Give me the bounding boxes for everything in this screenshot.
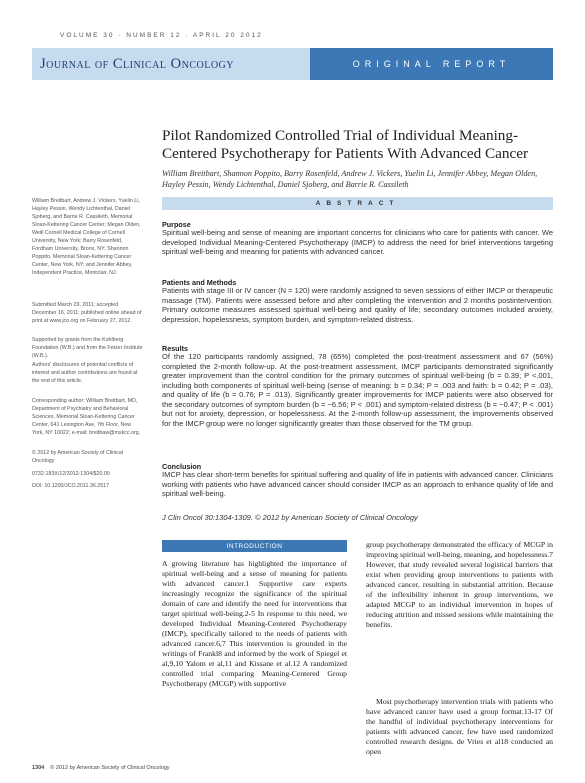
doi-link[interactable]: DOI: 10.1200/JCO.2011.36.2517 [32,483,110,489]
page-footer [32,765,170,771]
purpose-heading: Purpose [162,220,191,229]
section-label: ORIGINAL REPORT [310,48,553,80]
purpose-text: Spiritual well-being and sense of meaning are important concerns for clinicians who care for patients with cancer. We developed Individual Meaning-Centered Psychotherapy (IMCP) to address the need for brief interventions targeting spiritual well-being and meaning for patients with advanced cancer. [162,228,553,256]
article-title: Pilot Randomized Controlled Trial of Individual Meaning-Centered Psychotherapy for Patients With Advanced Cancer [162,127,529,162]
submission-dates: Submitted March 29, 2011; accepted December 16, 2011; published online ahead of print at www.jco.org on February 27, 2012. [32,302,142,324]
corresponding-author: Corresponding author: William Breitbart, MD, Department of Psychiatry and Behavioral Sciences, Memorial Sloan-Kettering Cancer Center, 641 Lexington Ave, 7th Floor, New York, NY 10022; e-mail: breitbaw@mskcc.org. [32,398,141,436]
affiliations: William Breitbart, Andrew J. Vickers, Yuelin Li, Hayley Pessin, Wendy Lichtenthal, Daniel Sjoberg, and Barrie R. Cassileth, Memorial Sloan-Kettering Cancer Center; Megan Olden, Weill Cornell Medical College of Cornell University, New York; Barry Rosenfeld, Fordham University, Bronx, NY; Shannon Poppito, Memorial Sloan-Kettering Cancer Center, New York, NY; and Jennifer Abbey, Independent Practice, Montclair, NJ. [32,198,141,276]
methods-text: Patients with stage III or IV cancer (N = 120) were randomly assigned to seven sessions of either IMCP or therapeutic massage (TM). Patients were assessed before and after completing the intervention and 2 months postintervention. Primary outcome measures assessed spiritual well-being and quality of life; secondary outcomes included anxiety, depression, hopelessness, symptom burden, and symptom-related distress. [162,286,553,324]
introduction-label: INTRODUCTION [162,540,347,552]
intro-column-2: group psychotherapy demonstrated the efficacy of MCGP in improving spiritual well-being, meaning, and hopelessness.7 However, that study revealed several logistical barriers that exist when providing group interventions to patients with advanced cancer, resulting in substantial attrition. Because of the inflexibility inherent in group interventions, we adapted MCGP to an individual intervention in hopes of reducing attrition and missed sessions while maintaining the benefits. [366,540,553,629]
issn: 0732-183X/12/3012-1304/$20.00 [32,471,110,477]
conclusion-heading: Conclusion [162,462,202,471]
sidebar-copyright: © 2012 by American Society of Clinical Oncology [32,450,124,464]
support-note: Supported by grants from the Kohlberg Foundation (W.B.) and from the Fetzer Institute (W.B.). [32,337,143,359]
results-heading: Results [162,344,188,353]
page-number: 1304 [32,765,45,771]
footer-copyright: © 2012 by American Society of Clinical Oncology [50,765,170,771]
abstract-label: ABSTRACT [162,197,553,210]
author-list: William Breitbart, Shannon Poppito, Barry Rosenfeld, Andrew J. Vickers, Yuelin Li, Jennifer Abbey, Megan Olden, Hayley Pessin, Wendy Lichtenthal, Daniel Sjoberg, and Barrie R. Cassileth [162,169,538,189]
disclosures-note: Authors' disclosures of potential conflicts of interest and author contributions are found at the end of this article. [32,362,138,384]
journal-name: Journal of Clinical Oncology [32,48,310,80]
intro-column-2-paragraph: Most psychotherapy intervention trials with patients who have advanced cancer have used a group format.13-17 Of the handful of individual psychotherapy interventions for patients with advanced cancer, few have used randomized controlled research designs. de Vries et al18 conducted an open [366,697,553,756]
issue-info: VOLUME 30 · NUMBER 12 · APRIL 20 2012 [60,32,263,39]
journal-banner [32,48,553,80]
results-text: Of the 120 participants randomly assigned, 78 (65%) completed the post-treatment assessment and 67 (56%) completed the 2-month follow-up. At the post-treatment assessment, IMCP participants demonstrated significantly greater improvement than the control condition for the primary outcomes of spiritual well-being (b = 0.39; P <.001, including both components of spiritual well-being (sense of meaning: b = 0.34; P = .003 and faith: b = 0.42; P = .03), and quality of life (b = 0.76; P = .013). Significantly greater improvements for IMCP patients were also observed for the secondary outcomes of symptom burden (b = −6.56; P < .001) and symptom-related distress (b = −0.47; P < .001) but not for anxiety, depression, or hopelessness. At the 2-month follow-up assessment, the improvements observed for the IMCP group were no longer significantly greater than those observed for the TM group. [162,352,553,428]
methods-heading: Patients and Methods [162,278,237,287]
intro-column-1: A growing literature has highlighted the importance of spiritual well-being and a sense of meaning for patients with advanced cancer.1 Supportive care experts increasingly recognize the significance of the spiritual domain of care and identify the need for interventions that target spiritual well-being.2-5 In response to this need, we developed Individual Meaning-Centered Psychotherapy (IMCP), specifically tailored to the needs of patients with advanced cancer.6,7 This intervention is grounded in the writings of Frankl8 and informed by the work of Spiegel et al,9,10 Yalom et al,11 and Kissane et al.12 A randomized controlled trial comparing Meaning-Centered Group Psychotherapy (MCGP) with supportive [162,559,347,688]
conclusion-text: IMCP has clear short-term benefits for spiritual suffering and quality of life in patients with advanced cancer. Clinicians working with patients who have advanced cancer should consider IMCP as an approach to enhance quality of life and spiritual well-being. [162,470,553,498]
citation: J Clin Oncol 30:1304-1309. © 2012 by American Society of Clinical Oncology [162,513,418,522]
